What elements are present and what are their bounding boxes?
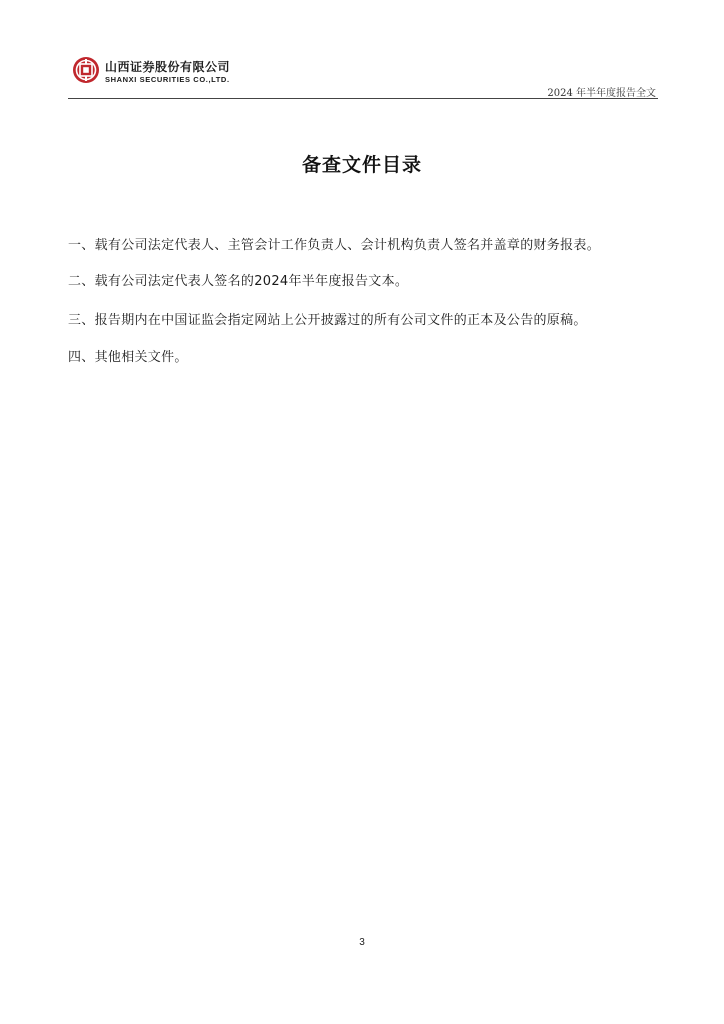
page-header <box>68 54 658 100</box>
page-title: 备查文件目录 <box>301 154 422 176</box>
company-name-en: SHANXI SECURITIES CO.,LTD. <box>105 75 230 84</box>
list-item: 四、其他相关文件。 <box>68 350 188 365</box>
page-number: 3 <box>359 937 365 948</box>
header-divider <box>68 98 658 99</box>
report-label: 2024 年半年度报告全文 <box>547 88 656 99</box>
company-logo-icon <box>72 56 100 84</box>
company-name-cn: 山西证券股份有限公司 <box>105 60 231 74</box>
list-item: 二、载有公司法定代表人签名的2024年半年度报告文本。 <box>68 274 409 289</box>
list-item: 三、报告期内在中国证监会指定网站上公开披露过的所有公司文件的正本及公告的原稿。 <box>68 313 587 328</box>
list-item: 一、载有公司法定代表人、主管会计工作负责人、会计机构负责人签名并盖章的财务报表。 <box>68 238 601 253</box>
